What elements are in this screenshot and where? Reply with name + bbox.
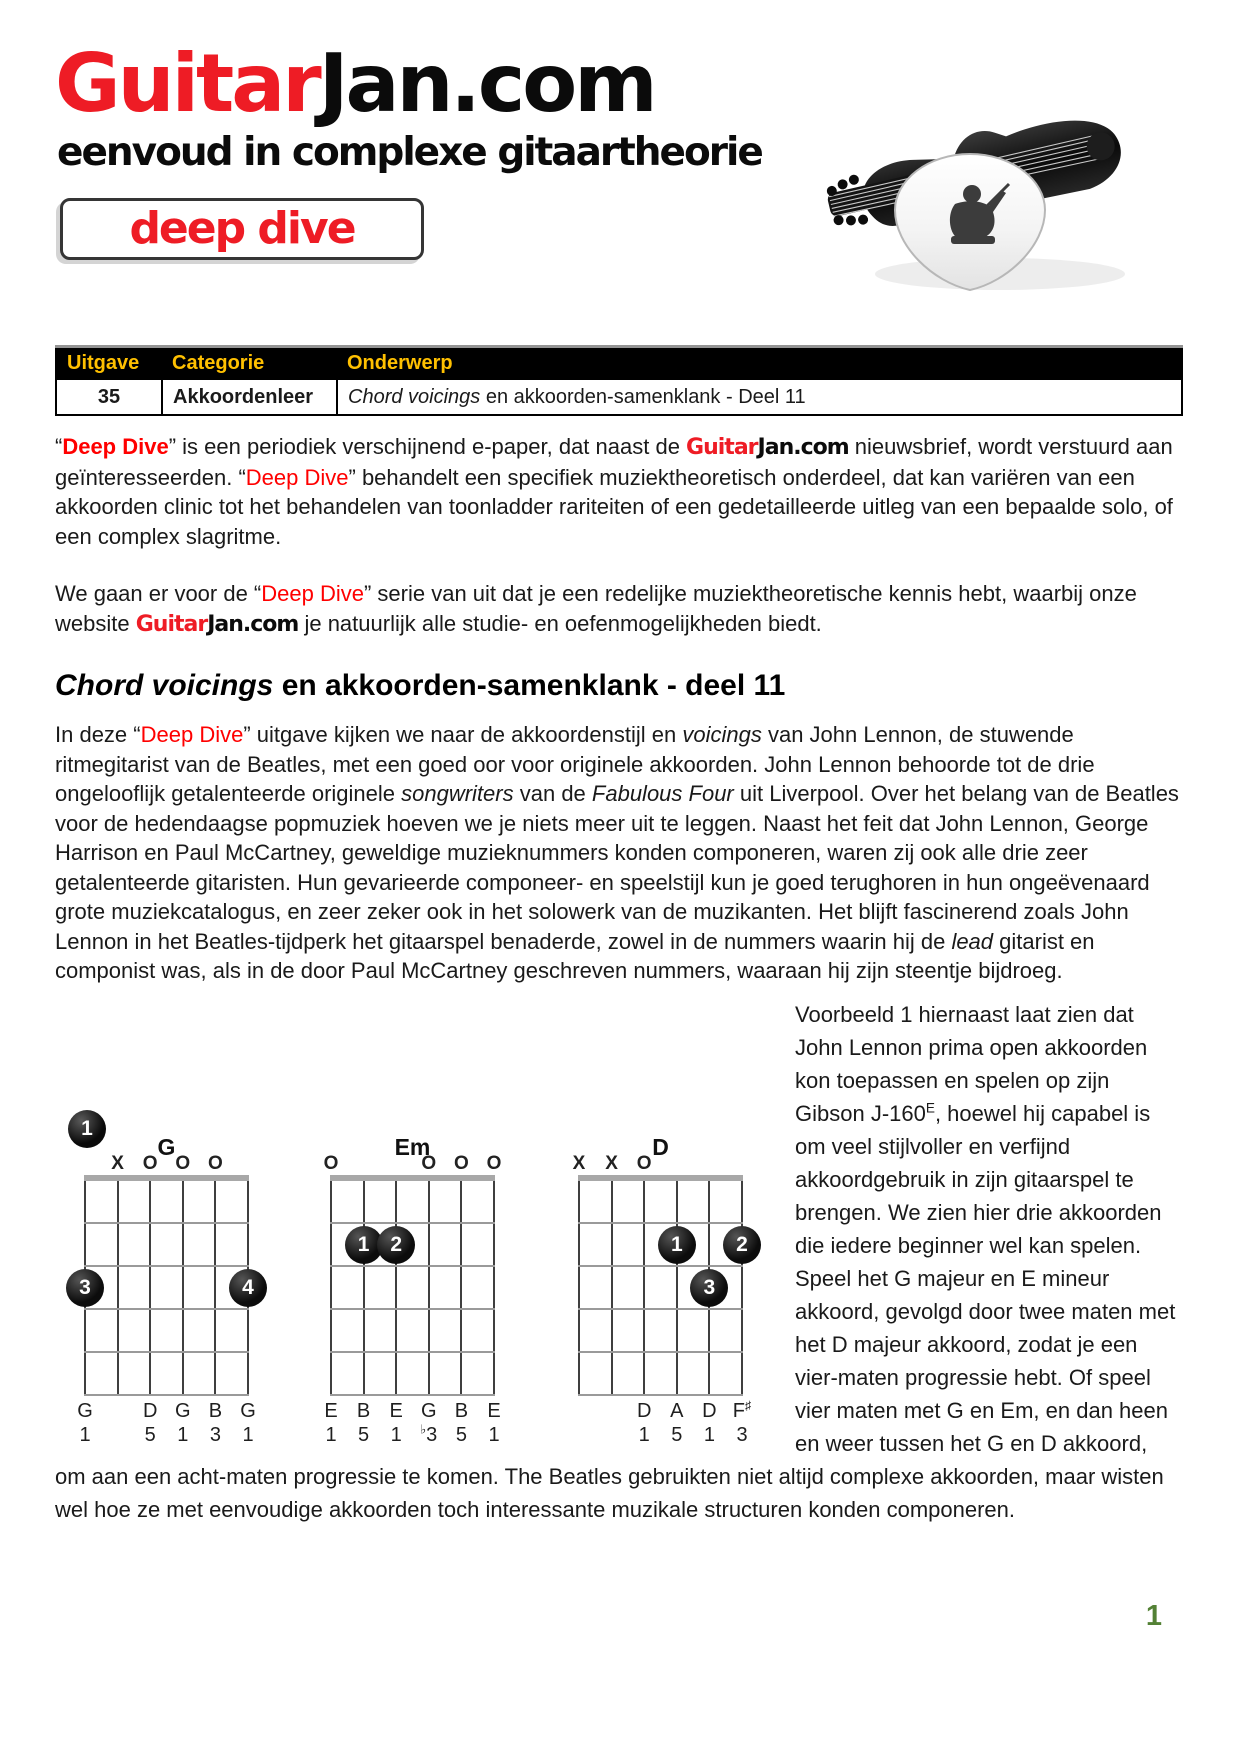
issue-info-table xyxy=(55,345,1183,416)
logo-jan-text: Jan.com xyxy=(318,37,655,130)
deep-dive-banner xyxy=(60,198,424,260)
finger-dot-4: 4 xyxy=(229,1269,267,1307)
table-header-row xyxy=(56,347,1182,380)
note-label: D xyxy=(142,1399,158,1422)
fret-line xyxy=(84,1351,249,1353)
open-string-marker: O xyxy=(323,1152,339,1174)
deep-dive-banner-label: deep dive xyxy=(129,203,355,254)
text-segment: en akkoorden-samenklank - deel 11 xyxy=(273,669,786,702)
fret-line xyxy=(330,1265,495,1267)
note-label: B xyxy=(356,1399,371,1422)
string-line xyxy=(428,1181,430,1396)
note-label: D xyxy=(636,1399,652,1422)
text-segment: songwriters xyxy=(401,781,514,806)
open-string-marker: O xyxy=(454,1152,469,1174)
open-string-marker: O xyxy=(208,1152,223,1174)
cell-onderwerp xyxy=(337,379,1182,415)
fret-line xyxy=(84,1222,249,1224)
section-heading xyxy=(55,669,1183,702)
fret-line xyxy=(84,1265,249,1267)
text-segment: voicings xyxy=(682,722,762,747)
text-segment: Guitar xyxy=(135,611,208,637)
muted-string-marker: X xyxy=(111,1152,124,1174)
fret-line xyxy=(578,1265,743,1267)
text-segment: van John Lennon, de stuwende ritmegitarist van de Beatles, met een goed oor voor originele akkoorden. John Lennon behoorde tot de drie ongelooflijk getalenteerde originele xyxy=(55,722,1095,806)
logo-guitar-text: Guitar xyxy=(55,37,319,130)
text-segment: Chord voicings xyxy=(348,385,481,408)
string-line xyxy=(578,1181,580,1396)
muted-string-marker: X xyxy=(572,1152,586,1174)
open-string-marker: O xyxy=(142,1152,158,1174)
note-label: G xyxy=(175,1399,191,1422)
table-header-uitgave: Uitgave xyxy=(56,347,162,380)
text-segment: ” behandelt een specifiek muziektheoretisch onderdeel, dat kan variëren van een akkoorden clinic tot het behandelen van toonladder rariteiten of een gedetailleerde uitleg van een bepaalde solo, of een complex slagritme. xyxy=(55,464,1173,549)
fret-line xyxy=(578,1222,743,1224)
open-string-marker: O xyxy=(486,1152,502,1174)
interval-label: 5 xyxy=(671,1423,683,1446)
note-label: B xyxy=(208,1399,223,1422)
interval-label: 1 xyxy=(177,1423,189,1446)
interval-label: ♭3 xyxy=(420,1421,438,1446)
finger-dot-1: 1 xyxy=(658,1226,696,1264)
text-segment: Deep Dive xyxy=(261,581,364,606)
string-line xyxy=(611,1181,613,1396)
fretboard-grid-G xyxy=(84,1175,249,1396)
example-section xyxy=(55,998,1183,1526)
muted-string-marker: X xyxy=(605,1152,618,1174)
interval-label: 5 xyxy=(144,1423,156,1446)
finger-dot-2: 2 xyxy=(723,1226,761,1264)
table-header-onderwerp: Onderwerp xyxy=(337,347,1182,380)
note-label: A xyxy=(670,1399,684,1422)
page-number: 1 xyxy=(1145,1600,1162,1632)
text-segment: nieuwsbrief, wordt verstuurd aan geïnteresseerden. “ xyxy=(55,434,1173,490)
note-label: D xyxy=(702,1399,717,1422)
interval-label: 1 xyxy=(242,1423,254,1446)
interval-label: 1 xyxy=(638,1423,650,1446)
text-segment: Fabulous Four xyxy=(591,781,734,806)
interval-label: 5 xyxy=(358,1423,370,1446)
text-segment: van de xyxy=(513,781,592,806)
string-line xyxy=(395,1181,397,1396)
guitar-and-pick-illustration xyxy=(805,42,1145,310)
fret-line xyxy=(578,1351,743,1353)
text-segment: E xyxy=(925,1100,935,1116)
note-label: G xyxy=(421,1399,437,1422)
text-segment: Jan.com xyxy=(207,611,299,637)
interval-label: 5 xyxy=(455,1423,467,1446)
string-line xyxy=(676,1181,678,1396)
interval-label: 1 xyxy=(79,1423,91,1446)
text-segment: Chord voicings xyxy=(55,669,274,702)
open-string-marker: O xyxy=(175,1152,191,1174)
text-segment: lead xyxy=(951,928,994,954)
table-header-categorie: Categorie xyxy=(162,347,337,380)
finger-dot-1: 1 xyxy=(345,1226,383,1264)
text-segment: Deep Dive xyxy=(62,434,169,459)
string-line xyxy=(214,1181,216,1396)
open-string-marker: O xyxy=(421,1152,437,1174)
interval-label: 1 xyxy=(488,1423,500,1446)
text-segment: je natuurlijk alle studie- en oefenmogelijkheden biedt. xyxy=(298,610,822,636)
interval-label: 1 xyxy=(703,1423,715,1446)
chord-diagrams-figure xyxy=(55,998,795,1448)
tagline: eenvoud in complexe gitaartheorie xyxy=(57,130,762,175)
chord-name-Em: Em xyxy=(394,1133,431,1160)
string-line xyxy=(149,1181,151,1396)
intro-paragraph-1 xyxy=(55,432,1183,551)
text-segment: en akkoorden-samenklank - Deel 11 xyxy=(480,385,806,408)
finger-dot-3: 3 xyxy=(66,1269,104,1307)
open-string-marker: O xyxy=(636,1152,652,1174)
example-number-badge: 1 xyxy=(68,1110,106,1148)
text-segment: “ xyxy=(55,434,63,459)
note-label: G xyxy=(240,1399,256,1422)
text-segment: Voorbeeld 1 hiernaast laat zien dat John Lennon prima open akkoorden kon toepassen en spelen op zijn Gibson J-160 xyxy=(795,1001,1148,1126)
interval-label: 1 xyxy=(325,1423,337,1446)
chord-name-D: D xyxy=(652,1133,669,1160)
fretboard-grid-Em xyxy=(330,1175,495,1396)
interval-label: 3 xyxy=(209,1423,221,1446)
string-line xyxy=(117,1181,119,1396)
fret-line xyxy=(578,1308,743,1310)
fret-line xyxy=(84,1308,249,1310)
note-label: F♯ xyxy=(732,1397,752,1422)
interval-label: 1 xyxy=(390,1423,402,1446)
fret-line xyxy=(578,1394,743,1396)
string-line xyxy=(493,1181,495,1396)
string-line xyxy=(182,1181,184,1396)
fret-line xyxy=(330,1394,495,1396)
text-segment: uit Liverpool. Over het belang van de Beatles voor de hedendaagse popmuziek hoeven we je niets meer uit te leggen. Naast het feit dat John Lennon, George Harrison en Paul McCartney, geweldige muzieknummers konden componeren, waren zij ook alle drie zeer getalenteerde gitaristen. Hun gevarieerde componeer- en speelstijl kun je goed terughoren in hun ongeëvenaard grote muziekcatalogus, en zeer zeker ook in het solowerk van de muzikanten. Het blijft fascinerend zoals John Lennon in het Beatles-tijdperk het gitaarspel benaderde, zowel in de nummers waarin hij de xyxy=(55,781,1179,954)
text-segment: ” serie van uit dat je een redelijke muziektheoretische kennis hebt, waarbij onze website xyxy=(55,581,1137,636)
note-label: E xyxy=(487,1399,501,1422)
text-segment: Guitar xyxy=(686,435,758,460)
text-segment: Jan.com xyxy=(757,435,849,460)
fret-line xyxy=(330,1351,495,1353)
fret-line xyxy=(330,1308,495,1310)
note-label: G xyxy=(77,1399,93,1422)
string-line xyxy=(643,1181,645,1396)
section-paragraph xyxy=(55,720,1183,986)
finger-dot-3: 3 xyxy=(690,1269,728,1307)
string-line xyxy=(460,1181,462,1396)
note-label: B xyxy=(454,1399,469,1422)
guitarjan-logo xyxy=(55,37,655,130)
interval-label: 3 xyxy=(736,1423,748,1446)
text-segment: Deep Dive xyxy=(140,722,244,747)
fret-line xyxy=(330,1222,495,1224)
text-segment: , hoewel hij capabel is om veel stijlvoller en verfijnd akkoordgebruik in zijn gitaarspel te brengen. We zien hier drie akkoorden die iedere beginner wel kan spelen. Speel het G majeur en E mineur akkoord, gevolgd door twee maten met het D majeur akkoord, zodat je een vier-maten progressie hebt. Of speel vier maten met G en Em, en dan heen en weer tussen het G en D akkoord, om aan een acht-maten progressie te komen. The Beatles gebruikten niet altijd complexe akkoorden, maar wisten wel hoe ze met eenvoudige akkoorden toch interessante muzikale structuren konden componeren. xyxy=(55,1100,1176,1522)
text-segment: gitarist en componist was, als in de door Paul McCartney geschreven nummers, waaraan hij zijn steentje bijdroeg. xyxy=(55,928,1095,983)
main-content xyxy=(55,345,1183,1526)
string-line xyxy=(330,1181,332,1396)
cell-categorie: Akkoordenleer xyxy=(162,379,337,415)
text-segment: We gaan er voor de “ xyxy=(55,581,262,606)
table-row xyxy=(56,379,1182,415)
text-segment: Deep Dive xyxy=(245,464,349,490)
note-label: E xyxy=(389,1399,403,1422)
text-segment: ” uitgave kijken we naar de akkoordenstijl en xyxy=(243,722,683,747)
string-line xyxy=(741,1181,743,1396)
fret-line xyxy=(84,1394,249,1396)
finger-dot-2: 2 xyxy=(377,1226,415,1264)
string-line xyxy=(363,1181,365,1396)
note-label: E xyxy=(324,1399,338,1422)
text-segment: In deze “ xyxy=(55,722,141,747)
chord-name-G: G xyxy=(157,1133,176,1160)
intro-paragraph-2 xyxy=(55,579,1183,639)
text-segment: ” is een periodiek verschijnend e-paper, dat naast de xyxy=(168,434,687,459)
cell-uitgave: 35 xyxy=(56,379,162,415)
